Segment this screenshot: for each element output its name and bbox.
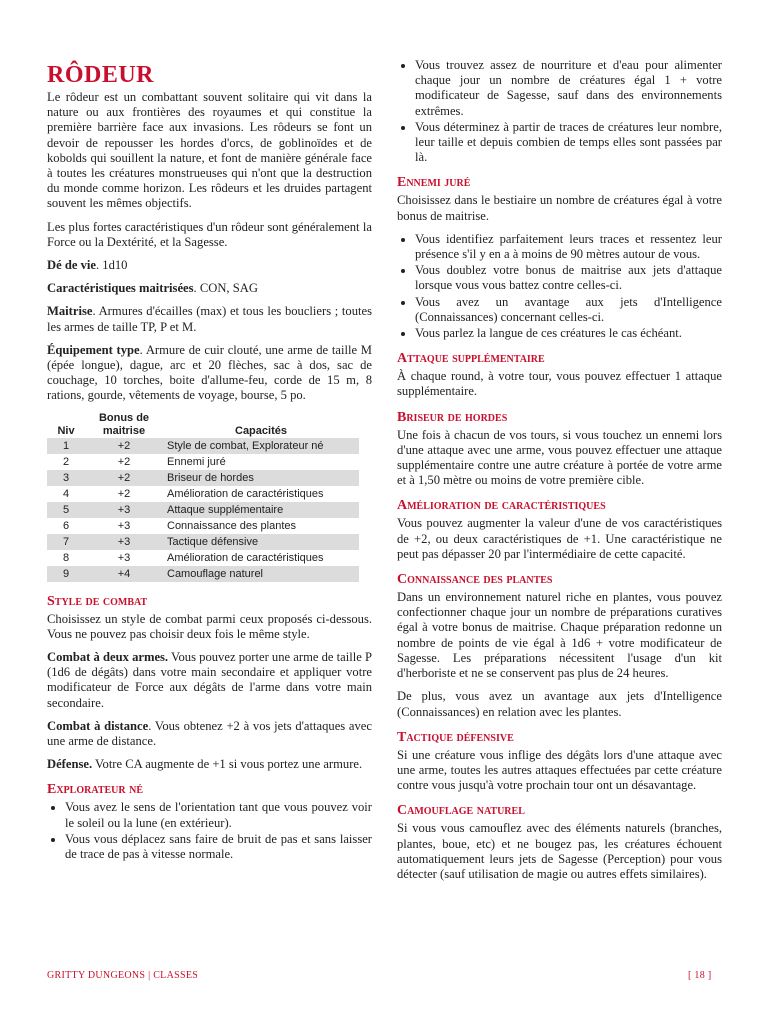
list-item: • Vous identifiez parfaitement leurs traces et ressentez leur présence s'il y en a à moins de 90 mètres autour de vous. [415,232,722,262]
progression-table [47,412,359,582]
table-row [47,454,359,470]
table-cell-bonus: +3 [85,502,163,518]
table-cell-bonus: +3 [117,551,131,564]
camouflage-text: Si vous vous camouflez avec des éléments naturels (branches, plantes, boue, etc) et ne bougez pas, les créatures échouent automatiquement leurs jets de Sagesse (Perception) pour vous détecter (sauf utilisation de magie ou autres effets similaires). [397,821,722,881]
table-cell-bonus: +2 [85,438,163,454]
stat-proficiency: Maitrise. Armures d'écailles (max) et tous les boucliers ; toutes les armes de taille TP, P et M. [47,304,372,334]
tactique-text: Si une créature vous inflige des dégâts lors d'une attaque avec une arme, toutes les autres attaques effectuées par cette créature contre vous jusqu'à votre prochain tour ont un désavantage. [397,747,722,793]
amelioration-text: Vous pouvez augmenter la valeur d'une de vos caractéristiques de +2, ou deux caractéristiques de +1. Une caractéristique ne peut pas dépasser 20 par l'intermédiaire de cette capacité. [397,516,722,561]
table-cell-niv: 7 [47,534,85,550]
table-row [47,550,359,566]
style-option-ranged: Combat à distance. Vous obtenez +2 à vos jets d'attaques avec une arme de distance. [47,718,372,749]
heading-camouflage: Camouflage naturel [397,803,525,819]
table-cell-bonus: +2 [85,470,163,486]
table-cell-niv: 1 [47,438,85,454]
list-item: • Vous avez le sens de l'orientation tant que vous pouvez voir le soleil ou la lune (en extérieur). [65,800,372,830]
table-cell-capacite: Amélioration de caractéristiques [167,487,324,500]
list-item: • Vous vous déplacez sans faire de bruit de pas et sans laisser de trace de pas à vitesse normale. [65,832,372,862]
stat-hit-die: Dé de vie. 1d10 [47,258,128,273]
table-cell-niv: 5 [47,502,85,518]
footer-page-number: [ 18 ] [688,970,712,981]
heading-style-combat: Style de combat [47,593,148,609]
list-item: • Vous avez un avantage aux jets d'Intelligence (Connaissances) concernant celles-ci. [415,295,722,325]
stat-saves: Caractéristiques maitrisées. CON, SAG [47,281,258,296]
style-option-two-weapons: Combat à deux armes. Vous pouvez porter une arme de taille P (1d6 de dégâts) dans votre main secondaire et appliquer votre modificateur de Force aux dégâts de l'arme dans votre main secondaire. [47,650,373,710]
table-cell-niv: 9 [47,566,85,582]
table-cell-capacite: Style de combat, Explorateur né [163,438,359,454]
connaissance-text-1: Dans un environnement naturel riche en plantes, vous pouvez confectionner chaque jour un nombre de préparations curatives égal à votre bonus de maitrise. Chaque préparation redonne un nombre de points de vie égal à 1d6 + votre modificateur de Sagesse. Les préparations nécessitent l'usage d'un kit d'herboriste et ne se conservent pas plus de 24 heures. [397,590,722,681]
table-cell-capacite: Amélioration de caractéristiques [167,551,324,564]
list-item: • Vous doublez votre bonus de maitrise aux jets d'attaque lorsque vous vous battez contre celles-ci. [415,263,722,293]
ennemi-text: Choisissez dans le bestiaire un nombre de créatures égal à votre bonus de maitrise. [397,193,722,223]
ennemi-list [397,232,722,341]
table-cell-niv: 2 [62,455,70,468]
explorateur-list-b [397,58,722,165]
table-cell-bonus: +2 [117,487,131,500]
table-cell-niv: 4 [62,487,70,500]
list-item: • Vous déterminez à partir de traces de créatures leur nombre, leur taille et depuis combien de temps elles sont passées par là. [415,120,722,166]
header-bonus: Bonus de maitrise [98,411,150,437]
header-niv: Niv [57,424,75,437]
table-cell-bonus: +3 [117,519,131,532]
table-cell-niv: 8 [62,551,70,564]
list-item: • Vous parlez la langue de ces créatures le cas échéant. [415,326,722,341]
table-row [47,518,359,534]
heading-connaissance: Connaissance des plantes [397,572,553,588]
table-row [47,438,359,454]
style-option-defense: Défense. Votre CA augmente de +1 si vous portez une armure. [47,757,363,772]
table-body [47,438,359,582]
page-title: RÔDEUR [47,62,155,88]
footer-left: GRITTY DUNGEONS | CLASSES [47,970,199,981]
table-cell-capacite: Tactique défensive [163,534,359,550]
table-row [47,566,359,582]
table-cell-bonus: +4 [85,566,163,582]
attaque-text: À chaque round, à votre tour, vous pouvez effectuer 1 attaque supplémentaire. [397,369,722,399]
table-header-row [47,412,359,438]
table-cell-niv: 6 [62,519,70,532]
table-cell-capacite: Briseur de hordes [163,470,359,486]
briseur-text: Une fois à chacun de vos tours, si vous touchez un ennemi lors d'une attaque avec une arme, vous pouvez effectuer une attaque supplémentaire contre une autre créature à portée de votre arme et à 1,50 mètre ou moins de votre première cible. [397,427,722,488]
intro-paragraph-2: Les plus fortes caractéristiques d'un rôdeur sont généralement la Force ou la Dextérité, et la Sagesse. [47,219,372,249]
heading-amelioration: Amélioration de caractéristiques [397,498,606,514]
explorateur-list-a [47,800,372,862]
table-row [47,470,359,486]
table-cell-capacite: Connaissance des plantes [167,519,297,532]
list-item: • Vous trouvez assez de nourriture et d'eau pour alimenter chaque jour un nombre de créatures égal 1 + votre modificateur de Sagesse, sauf dans des environnements extrêmes. [415,58,722,119]
table-cell-bonus: +2 [117,455,131,468]
table-row [47,502,359,518]
heading-briseur: Briseur de hordes [397,409,508,425]
left-column [47,56,372,868]
header-capacites: Capacités [235,424,287,437]
connaissance-text-2: De plus, vous avez un avantage aux jets d'Intelligence (Connaissances) en relation avec les plantes. [397,689,722,719]
table-cell-bonus: +3 [85,534,163,550]
intro-paragraph-1: Le rôdeur est un combattant souvent solitaire qui vit dans la nature ou aux frontières des royaumes et qui constitue la première barrière face aux invasions. Les rôdeurs se font un devoir de repousser les hordes d'orcs, de goblinoïdes et de kobolds qui souillent la nature, et font de manière générale face à toutes les créatures monstrueuses qui n'ont que la destruction du monde comme horizon. Les rôdeurs et les druides partagent souvent les mêmes objectifs. [47,90,372,211]
style-combat-text: Choisissez un style de combat parmi ceux proposés ci-dessous. Vous ne pouvez pas choisir deux fois le même style. [47,611,372,641]
heading-explorateur: Explorateur né [47,782,143,798]
table-cell-niv: 3 [47,470,85,486]
table-row [47,534,359,550]
table-row [47,486,359,502]
heading-attaque: Attaque supplémentaire [397,351,545,367]
table-cell-capacite: Attaque supplémentaire [163,502,359,518]
table-cell-capacite: Camouflage naturel [163,566,359,582]
heading-tactique: Tactique défensive [397,729,514,745]
heading-ennemi: Ennemi juré [397,175,471,191]
right-column [397,56,722,890]
table-cell-capacite: Ennemi juré [167,455,226,468]
stat-equipment: Équipement type. Armure de cuir clouté, une arme de taille M (épée longue), dague, arc et 20 flèches, sac à dos, sac de couchage, 10 torches, boite d'allume-feu, corde de 15 m, 8 rations, gourde, vêtements de voyage, bourse, 5 po. [47,342,373,403]
